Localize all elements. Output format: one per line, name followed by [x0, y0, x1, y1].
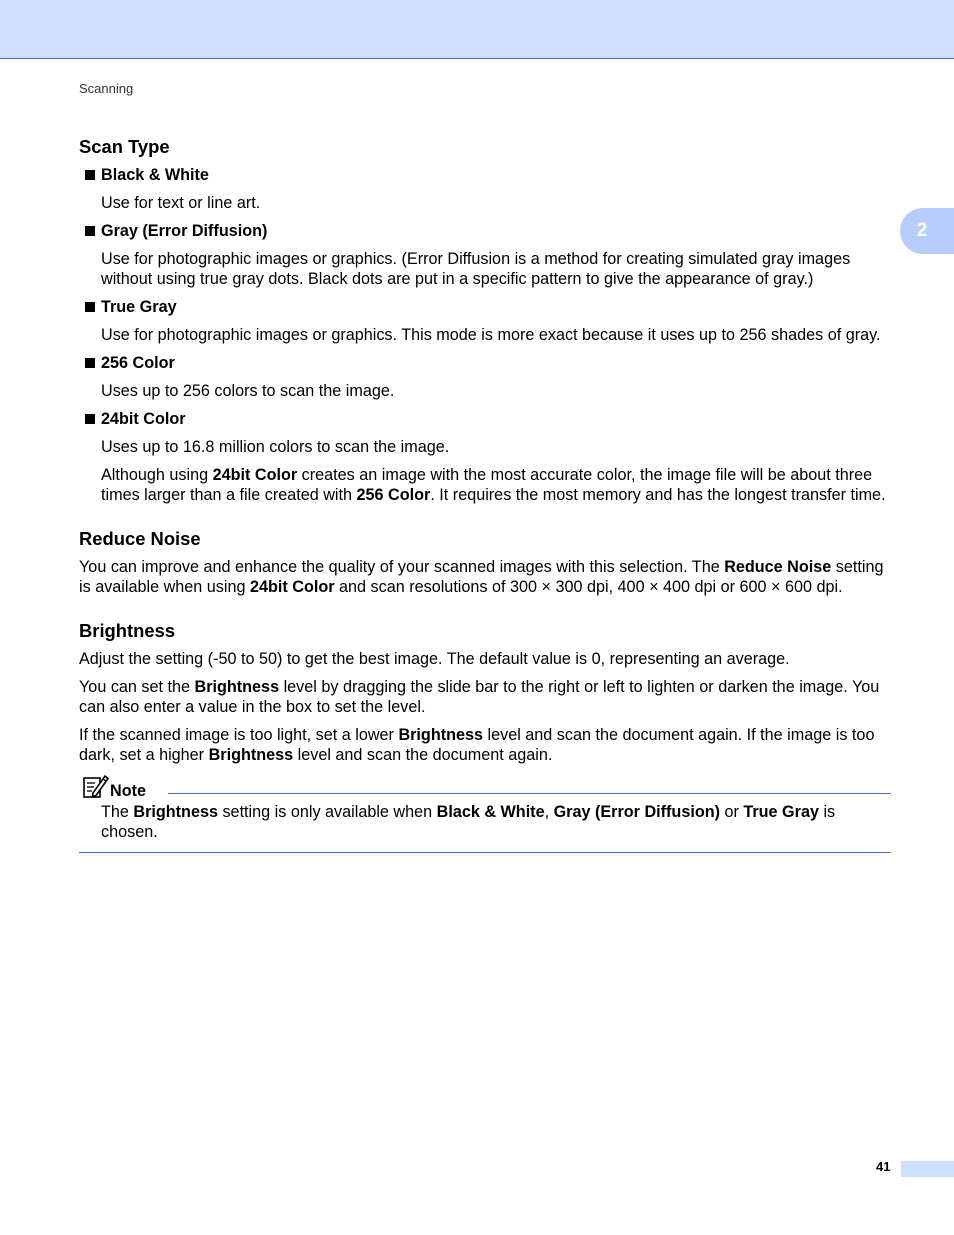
page-number: 41: [876, 1159, 891, 1174]
square-bullet-icon: [85, 302, 95, 312]
bullet-label: Gray (Error Diffusion): [101, 222, 268, 240]
square-bullet-icon: [85, 226, 95, 236]
bullet-desc: Use for text or line art.: [101, 194, 261, 212]
bullet-gray-error-diffusion: [79, 221, 891, 241]
paragraph-brightness-range: Adjust the setting (-50 to 50) to get the best image. The default value is 0, representing an average.: [79, 650, 790, 668]
heading-reduce-noise: Reduce Noise: [79, 528, 201, 549]
paragraph-24bit-note: Although using 24bit Color creates an image with the most accurate color, the image file will be about three times larger than a file created with 256 Color. It requires the most memory and has the longest transfer time.: [101, 466, 886, 504]
note-header: [79, 776, 891, 802]
bullet-label: Black & White: [101, 166, 209, 184]
bullet-desc: Use for photographic images or graphics. This mode is more exact because it uses up to 256 shades of gray.: [101, 326, 881, 344]
note-rule: [168, 793, 891, 794]
page-content: [79, 136, 891, 853]
square-bullet-icon: [85, 170, 95, 180]
heading-brightness: Brightness: [79, 620, 176, 641]
note-text: The Brightness setting is only available when Black & White, Gray (Error Diffusion) or True Gray is chosen.: [101, 803, 836, 841]
square-bullet-icon: [85, 414, 95, 424]
note-pencil-icon: [81, 774, 109, 800]
square-bullet-icon: [85, 358, 95, 368]
running-head: Scanning: [79, 81, 134, 96]
bullet-desc: Use for photographic images or graphics. (Error Diffusion is a method for creating simulated gray images without using true gray dots. Black dots are put in a specific pattern to give the appearance of gray.): [101, 250, 851, 288]
paragraph-brightness-adjust: If the scanned image is too light, set a lower Brightness level and scan the document again. If the image is too dark, set a higher Brightness level and scan the document again.: [79, 726, 875, 764]
header-band: [0, 0, 954, 59]
bullet-label: 24bit Color: [101, 410, 186, 428]
bullet-label: 256 Color: [101, 354, 175, 372]
bullet-desc: Uses up to 256 colors to scan the image.: [101, 382, 395, 400]
chapter-number: 2: [916, 220, 928, 241]
heading-scan-type: Scan Type: [79, 136, 170, 157]
paragraph-reduce-noise: You can improve and enhance the quality of your scanned images with this selection. The Reduce Noise setting is available when using 24bit Color and scan resolutions of 300 × 300 dpi, 400 × 400 dpi or 600 × 600 dpi.: [79, 558, 884, 596]
bullet-true-gray: [79, 297, 891, 317]
paragraph-brightness-slider: You can set the Brightness level by dragging the slide bar to the right or left to lighten or darken the image. You can also enter a value in the box to set the level.: [79, 678, 880, 716]
chapter-tab: [900, 208, 954, 254]
bullet-label: True Gray: [101, 298, 177, 316]
bullet-24bit-color: [79, 409, 891, 429]
bullet-desc: Uses up to 16.8 million colors to scan the image.: [101, 438, 450, 456]
note-bottom-rule: [79, 852, 891, 853]
page-number-bar: [901, 1161, 954, 1177]
bullet-256-color: [79, 353, 891, 373]
bullet-black-white: [79, 165, 891, 185]
note-label: Note: [110, 782, 146, 800]
